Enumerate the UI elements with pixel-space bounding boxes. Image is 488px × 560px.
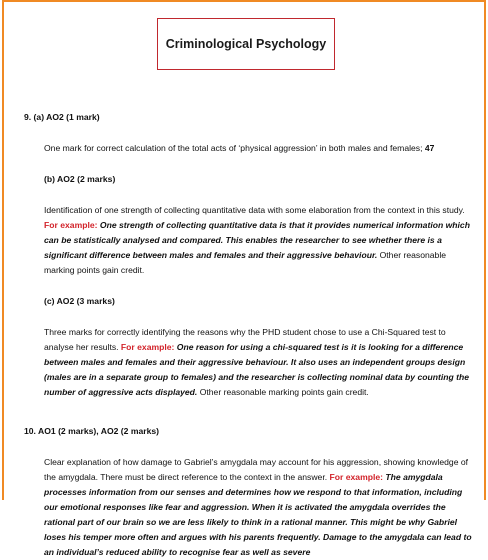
question-9b-answer	[24, 203, 472, 278]
page-title: Criminological Psychology	[157, 18, 335, 70]
question-10-answer	[24, 455, 472, 560]
mark-scheme-content	[24, 110, 472, 560]
question-9-heading: 9. (a) AO2 (1 mark)	[24, 112, 100, 122]
example-text: The amygdala processes information from our senses and determines how we respond to that information, including our emotional responses like fear and aggression. When it is activated the amygdala overrides the rational part of our brain so we are less likely to think in a rational manner. This might be why Gabriel loses his temper more often and argues with his parents frequently. Damage to the amygdala can lead to an individual’s reduced ability to recognise fear as well as severe	[44, 472, 472, 557]
question-10-heading: 10. AO1 (2 marks), AO2 (2 marks)	[24, 426, 160, 436]
question-9c-outro: Other reasonable marking points gain credit.	[197, 387, 369, 397]
example-label: For example:	[329, 472, 384, 482]
example-label: For example:	[44, 220, 98, 230]
question-9c-answer	[24, 325, 472, 400]
question-9a-answer	[24, 141, 472, 156]
question-9b-outro: Other reasonable marking points gain credit.	[44, 250, 447, 275]
document-page	[2, 0, 486, 557]
question-10-intro: Clear explanation of how damage to Gabriel’s amygdala may account for his aggression, showing knowledge of the amygdala. There must be direct reference to the context in the answer.	[44, 457, 469, 482]
example-label: For example:	[120, 342, 175, 352]
example-text: One reason for using a chi-squared test is it is looking for a difference between males and females and their aggressive behaviour. It also uses an independent groups design (males are in a separate group to females) and the researcher is collecting nominal data by counting the number of aggressive acts displayed.	[44, 342, 470, 397]
question-9c-intro: Three marks for correctly identifying the reasons why the PHD student chose to use a Chi-Squared test to analyse her results.	[44, 327, 446, 352]
question-9b-heading: (b) AO2 (2 marks)	[44, 174, 116, 184]
question-9b-intro: Identification of one strength of collecting quantitative data with some elaboration from the context in this study.	[44, 205, 465, 215]
question-9a-text: One mark for correct calculation of the total acts of ‘physical aggression’ in both males and females;	[44, 143, 425, 153]
question-9a-value: 47	[424, 143, 435, 153]
example-text: One strength of collecting quantitative data is that it provides numerical information which can be statistically analysed and compared. This enables the researcher to see whether there is a significant difference between males and females and their aggressive behaviour.	[44, 220, 470, 260]
question-9c-heading: (c) AO2 (3 marks)	[44, 296, 115, 306]
